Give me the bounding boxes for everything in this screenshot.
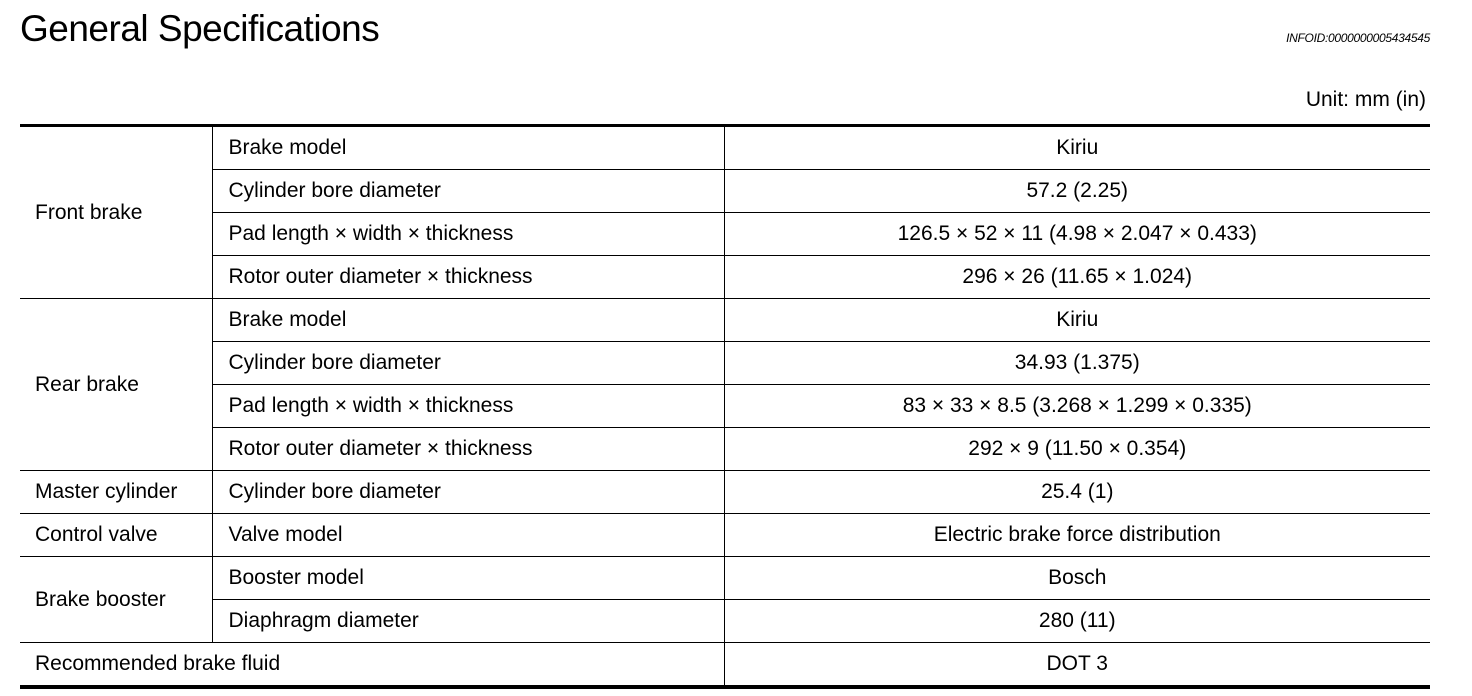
item-label: Diaphragm diameter <box>212 600 724 643</box>
item-value: 34.93 (1.375) <box>724 342 1430 385</box>
group-label: Rear brake <box>20 299 212 471</box>
table-row <box>20 170 1430 213</box>
item-value: 83 × 33 × 8.5 (3.268 × 1.299 × 0.335) <box>724 385 1430 428</box>
item-label: Pad length × width × thickness <box>212 385 724 428</box>
item-label: Cylinder bore diameter <box>212 342 724 385</box>
item-label: Rotor outer diameter × thickness <box>212 428 724 471</box>
item-label: Cylinder bore diameter <box>212 471 724 514</box>
item-label: Valve model <box>212 514 724 557</box>
item-label: Brake model <box>212 126 724 170</box>
table-row <box>20 643 1430 688</box>
table-row <box>20 557 1430 600</box>
item-value: 57.2 (2.25) <box>724 170 1430 213</box>
group-label: Brake booster <box>20 557 212 643</box>
item-value: Electric brake force distribution <box>724 514 1430 557</box>
group-label: Front brake <box>20 126 212 299</box>
item-value: 292 × 9 (11.50 × 0.354) <box>724 428 1430 471</box>
table-row <box>20 213 1430 256</box>
item-value: 25.4 (1) <box>724 471 1430 514</box>
item-value: Kiriu <box>724 299 1430 342</box>
fluid-value: DOT 3 <box>724 643 1430 688</box>
table-row <box>20 428 1430 471</box>
item-value: Kiriu <box>724 126 1430 170</box>
item-value: Bosch <box>724 557 1430 600</box>
table-row <box>20 256 1430 299</box>
table-row <box>20 299 1430 342</box>
item-value: 280 (11) <box>724 600 1430 643</box>
item-label: Brake model <box>212 299 724 342</box>
info-id: INFOID:0000000005434545 <box>1286 31 1430 45</box>
table-row <box>20 385 1430 428</box>
item-label: Pad length × width × thickness <box>212 213 724 256</box>
item-value: 126.5 × 52 × 11 (4.98 × 2.047 × 0.433) <box>724 213 1430 256</box>
spec-table <box>20 124 1430 689</box>
spec-table-body <box>20 126 1430 688</box>
item-value: 296 × 26 (11.65 × 1.024) <box>724 256 1430 299</box>
table-row <box>20 342 1430 385</box>
fluid-label: Recommended brake fluid <box>35 652 281 675</box>
table-row <box>20 514 1430 557</box>
item-label: Cylinder bore diameter <box>212 170 724 213</box>
item-label: Rotor outer diameter × thickness <box>212 256 724 299</box>
table-row <box>20 126 1430 170</box>
table-row <box>20 600 1430 643</box>
group-label: Master cylinder <box>20 471 212 514</box>
item-label: Booster model <box>212 557 724 600</box>
table-row <box>20 471 1430 514</box>
unit-label: Unit: mm (in) <box>1305 88 1426 111</box>
group-label: Control valve <box>20 514 212 557</box>
page-title: General Specifications <box>20 8 380 49</box>
